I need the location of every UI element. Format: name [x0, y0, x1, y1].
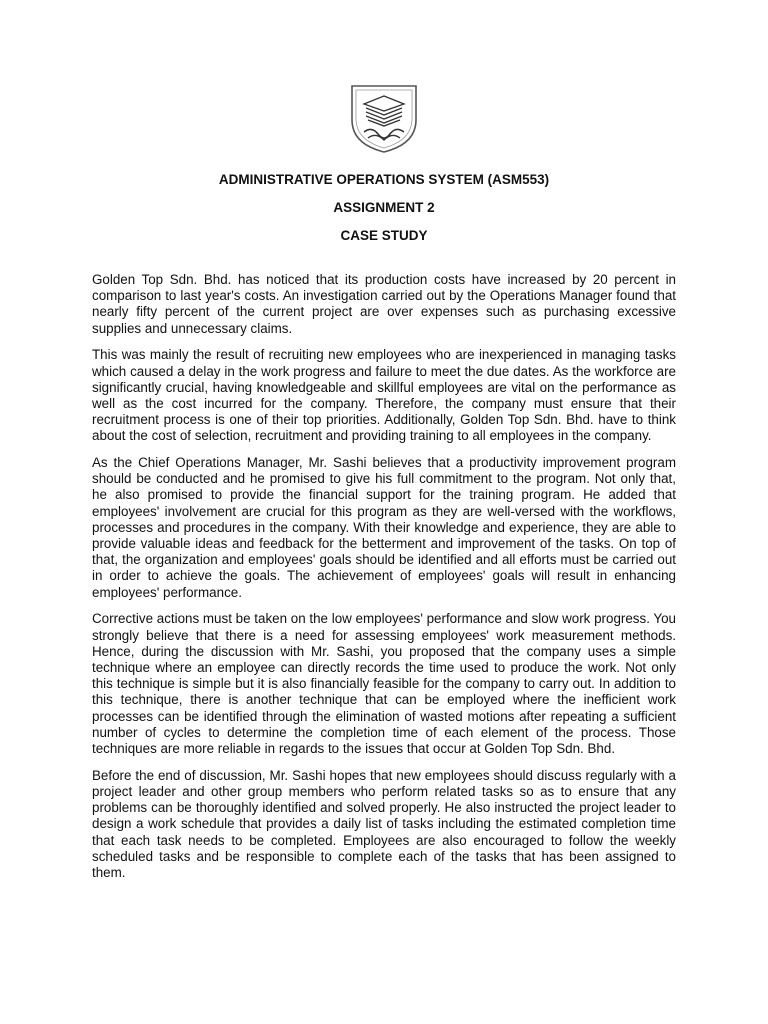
- course-title: ADMINISTRATIVE OPERATIONS SYSTEM (ASM553): [218, 172, 550, 187]
- paragraph: Before the end of discussion, Mr. Sashi hopes that new employees should discuss regularly with a project leader and other group members who perform related tasks so as to ensure that any problems can be thoroughly identified and solved properly. He also instructed the project leader to design a work schedule that provides a daily list of tasks including the estimated completion time that each task needs to be completed. Employees are also encouraged to follow the weekly scheduled tasks and be responsible to complete each of the tasks that has been assigned to them.: [92, 767, 676, 880]
- paragraph: Golden Top Sdn. Bhd. has noticed that its production costs have increased by 20 percent in comparison to last year's costs. An investigation carried out by the Operations Manager found that nearly fifty percent of the current project are over expenses such as purchasing excessive supplies and unnecessary claims.: [92, 272, 676, 336]
- paragraph: As the Chief Operations Manager, Mr. Sashi believes that a productivity improvement program should be conducted and he promised to give his full commitment to the program. Not only that, he also promised to provide the financial support for the training program. He added that employees' involvement are crucial for this program as they are well-versed with the workflows, processes and procedures in the company. With their knowledge and experience, they are able to provide valuable ideas and feedback for the betterment and improvement of the tasks. On top of that, the organization and employees' goals should be identified and all efforts must be carried out in order to achieve the goals. The achievement of employees' goals will result in enhancing employees' performance.: [92, 455, 676, 600]
- document-headings: [0, 166, 768, 250]
- paragraph: Corrective actions must be taken on the low employees' performance and slow work progress. You strongly believe that there is a need for assessing employees' work measurement methods. Hence, during the discussion with Mr. Sashi, you proposed that the company uses a simple technique where an employee can directly records the time used to produce the work. Not only this technique is simple but it is also financially feasible for the company to carry out. In addition to this technique, there is another technique that can be employed where the inefficient work processes can be identified through the elimination of wasted motions after repeating a sufficient number of cycles to determine the completion time of each element of the process. Those techniques are more reliable in regards to the issues that occur at Golden Top Sdn. Bhd.: [92, 611, 676, 756]
- case-study-title: CASE STUDY: [340, 228, 428, 243]
- document-body: [92, 272, 676, 892]
- university-crest-logo: [346, 82, 422, 154]
- assignment-title: ASSIGNMENT 2: [333, 200, 435, 215]
- paragraph: This was mainly the result of recruiting new employees who are inexperienced in managing tasks which caused a delay in the work progress and failure to meet the due dates. As the workforce are significantly crucial, having knowledgeable and skillful employees are vital on the performance as well as the cost incurred for the company. Therefore, the company must ensure that their recruitment process is one of their top priorities. Additionally, Golden Top Sdn. Bhd. have to think about the cost of selection, recruitment and providing training to all employees in the company.: [92, 347, 676, 444]
